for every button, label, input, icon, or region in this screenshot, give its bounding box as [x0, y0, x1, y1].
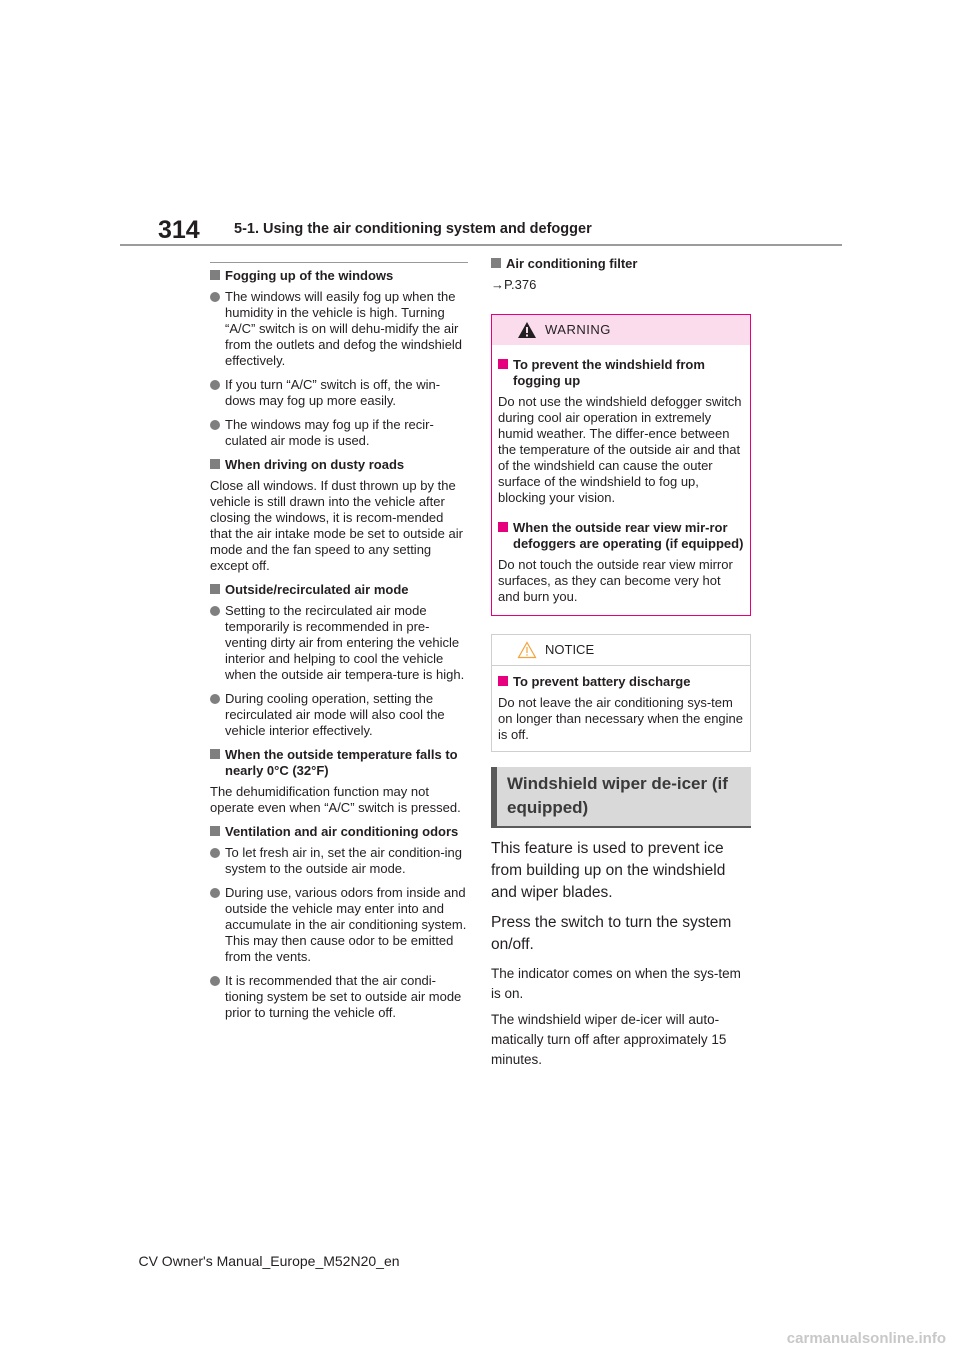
- section-square-icon: [498, 676, 508, 686]
- section-square-icon: [491, 258, 501, 268]
- notice-label: NOTICE: [545, 642, 595, 657]
- notice-triangle-icon: [517, 641, 537, 659]
- bullet-dot-icon: [210, 292, 220, 302]
- bullet-dot-icon: [210, 848, 220, 858]
- footer-manual-id: CV Owner's Manual_Europe_M52N20_en: [138, 1253, 400, 1269]
- left-column: [210, 262, 468, 1029]
- warning-body: [492, 345, 750, 615]
- notice-box: [491, 634, 751, 752]
- warning-item-heading: To prevent the windshield from fogging up: [498, 357, 744, 389]
- notice-body: [492, 666, 750, 751]
- section-square-icon: [498, 359, 508, 369]
- temperature-text: The dehumidification function may not operate even when “A/C” switch is pressed.: [210, 784, 461, 815]
- odors-bullet: During use, various odors from inside and outside the vehicle may enter into and accumulate in the air conditioning system. This may then cause odor to be emitted from the vents.: [210, 885, 468, 965]
- outside-recirc-bullet: Setting to the recirculated air mode temporarily is recommended in pre-venting dirty air from entering the vehicle interior and helping to cool the vehicle when the outside air tempera-ture is high.: [210, 603, 468, 683]
- fogging-bullet: The windows will easily fog up when the humidity in the vehicle is high. Turning “A/C” switch is on will dehu-midify the air from the outlets and defog the windshield effectively.: [210, 289, 468, 369]
- filter-page-link[interactable]: →P.376: [491, 277, 537, 292]
- section-square-icon: [210, 584, 220, 594]
- notice-heading: To prevent battery discharge: [498, 674, 744, 690]
- section-square-icon: [210, 826, 220, 836]
- bullet-dot-icon: [210, 420, 220, 430]
- fogging-bullet: If you turn “A/C” switch is off, the win-dows may fog up more easily.: [210, 377, 468, 409]
- notice-text: Do not leave the air conditioning sys-tem on longer than necessary when the engine is off.: [498, 695, 744, 742]
- warning-box: [491, 314, 751, 616]
- deicer-heading: Windshield wiper de-icer (if equipped): [491, 767, 751, 828]
- deicer-instruction: Press the switch to turn the system on/off.: [491, 914, 732, 953]
- dusty-heading: When driving on dusty roads: [210, 457, 468, 473]
- bullet-dot-icon: [210, 380, 220, 390]
- warning-label: WARNING: [545, 322, 611, 337]
- filter-heading: Air conditioning filter: [491, 256, 751, 272]
- deicer-auto-off-note: The windshield wiper de-icer will auto-matically turn off after approximately 15 minutes.: [491, 1012, 727, 1067]
- deicer-indicator-note: The indicator comes on when the sys-tem is on.: [491, 966, 741, 1001]
- right-column: [491, 256, 751, 1076]
- section-square-icon: [498, 522, 508, 532]
- warning-triangle-icon: [517, 321, 537, 339]
- warning-item-heading: When the outside rear view mir-ror defoggers are operating (if equipped): [498, 520, 744, 552]
- section-square-icon: [210, 459, 220, 469]
- odors-heading: Ventilation and air conditioning odors: [210, 824, 468, 840]
- outside-recirc-bullet: During cooling operation, setting the recirculated air mode will also cool the vehicle interior effectively.: [210, 691, 468, 739]
- warning-header: [492, 315, 750, 345]
- notice-header: [492, 635, 750, 666]
- dusty-text: Close all windows. If dust thrown up by the vehicle is still drawn into the vehicle after closing the windows, it is recom-mended that the air intake mode be set to outside air mode and the fan speed to any setting except off.: [210, 478, 463, 573]
- section-square-icon: [210, 270, 220, 280]
- page-number: 314: [158, 216, 200, 244]
- bullet-dot-icon: [210, 694, 220, 704]
- warning-item-text: Do not touch the outside rear view mirror surfaces, as they can become very hot and burn you.: [498, 557, 733, 604]
- deicer-intro: This feature is used to prevent ice from building up on the windshield and wiper blades.: [491, 840, 726, 901]
- section-square-icon: [210, 749, 220, 759]
- watermark: carmanualsonline.info: [786, 1330, 946, 1347]
- temperature-heading: When the outside temperature falls to nearly 0°C (32°F): [210, 747, 468, 779]
- odors-bullet: It is recommended that the air condi-tioning system be set to outside air mode prior to turning the vehicle off.: [210, 973, 468, 1021]
- bullet-dot-icon: [210, 606, 220, 616]
- warning-item-text: Do not use the windshield defogger switch during cool air operation in extremely humid weather. The differ-ence between the temperature of the outside air and that of the windshield can cause the outer surface of the windshield to fog up, blocking your vision.: [498, 394, 742, 505]
- odors-bullet: To let fresh air in, set the air condition-ing system to the outside air mode.: [210, 845, 468, 877]
- outside-recirc-heading: Outside/recirculated air mode: [210, 582, 468, 598]
- fogging-heading: Fogging up of the windows: [210, 268, 468, 284]
- bullet-dot-icon: [210, 976, 220, 986]
- fogging-bullet: The windows may fog up if the recir-culated air mode is used.: [210, 417, 468, 449]
- chapter-title: 5-1. Using the air conditioning system and defogger: [234, 221, 592, 237]
- header-divider: [120, 244, 842, 246]
- bullet-dot-icon: [210, 888, 220, 898]
